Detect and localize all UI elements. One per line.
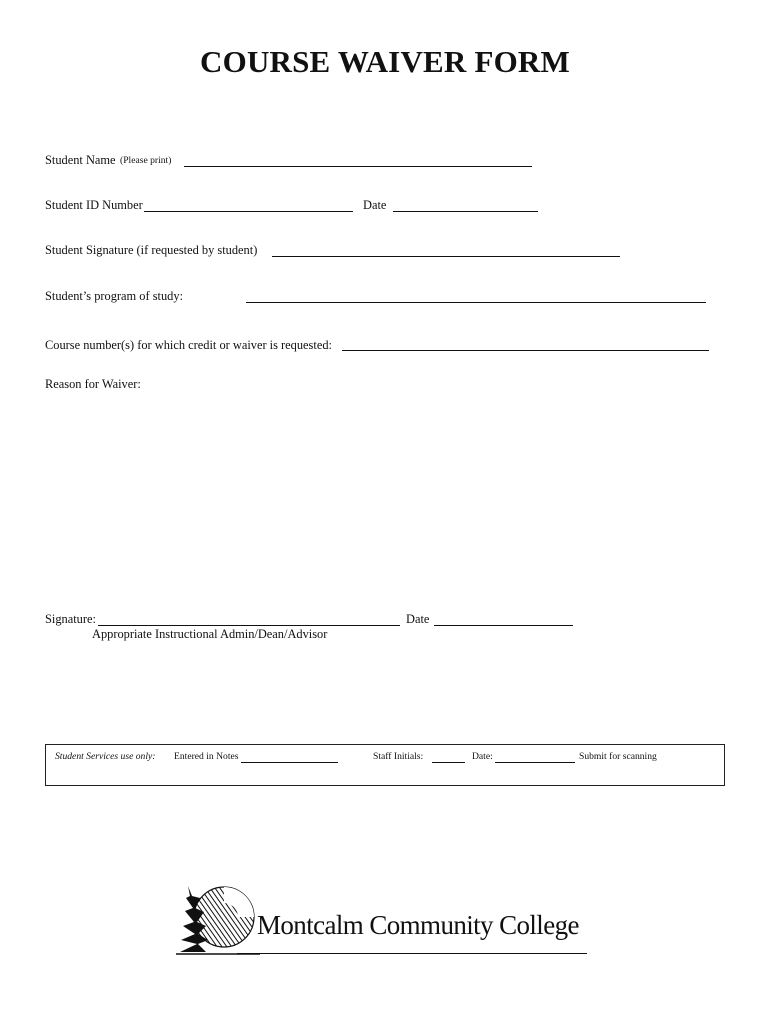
form-title: COURSE WAIVER FORM (200, 44, 570, 79)
submit-for-scanning-label: Submit for scanning (579, 751, 657, 762)
office-use-label: Student Services use only: (55, 751, 156, 762)
course-numbers-field[interactable] (342, 350, 709, 351)
entered-in-notes-field[interactable] (241, 762, 338, 763)
student-id-label: Student ID Number (45, 198, 143, 212)
date-field[interactable] (393, 211, 538, 212)
reason-label: Reason for Waiver: (45, 377, 141, 391)
college-name: Montcalm Community College (257, 910, 579, 940)
program-field[interactable] (246, 302, 706, 303)
entered-in-notes-label: Entered in Notes (174, 751, 239, 762)
staff-initials-label: Staff Initials: (373, 751, 424, 762)
reason-field[interactable] (45, 398, 725, 598)
logo-emblem-icon (176, 882, 260, 958)
student-id-field[interactable] (144, 211, 353, 212)
staff-initials-field[interactable] (432, 762, 465, 763)
office-date-field[interactable] (495, 762, 575, 763)
signature-field[interactable] (98, 625, 400, 626)
course-numbers-label: Course number(s) for which credit or waiver is requested: (45, 338, 332, 352)
student-signature-field[interactable] (272, 256, 620, 257)
signature-date-field[interactable] (434, 625, 573, 626)
program-label: Student’s program of study: (45, 289, 184, 303)
signature-label: Signature: (45, 612, 96, 626)
date-label: Date (363, 198, 387, 212)
logo-underline (237, 953, 587, 954)
signer-role: Appropriate Instructional Admin/Dean/Advisor (92, 627, 328, 641)
student-name-field[interactable] (184, 166, 532, 167)
please-print-note: (Please print) (120, 155, 172, 166)
signature-date-label: Date (406, 612, 430, 626)
student-name-label: Student Name (45, 153, 116, 167)
office-date-label: Date: (472, 751, 493, 762)
student-signature-label: Student Signature (if requested by student) (45, 243, 258, 257)
